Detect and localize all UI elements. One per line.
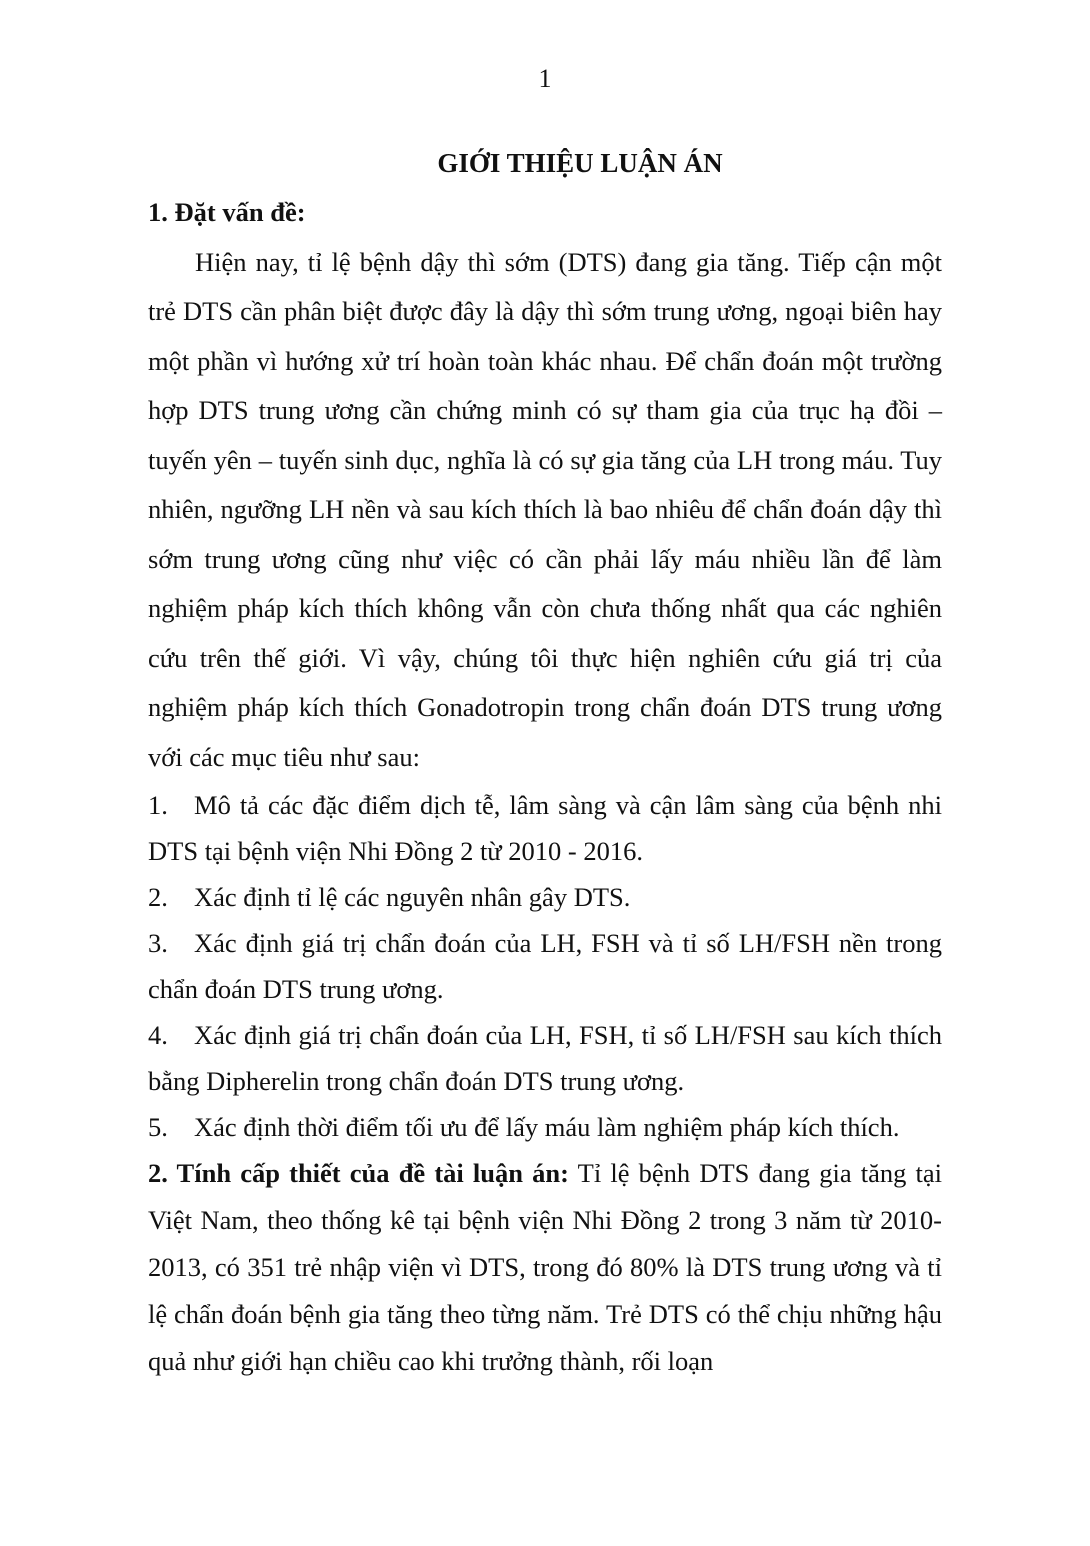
objective-item	[148, 920, 942, 1012]
document-body	[148, 188, 942, 1385]
objective-text: Xác định tỉ lệ các nguyên nhân gây DTS.	[194, 882, 631, 912]
objective-text: Xác định giá trị chẩn đoán của LH, FSH và tỉ số LH/FSH nền trong chẩn đoán DTS trung ương.	[148, 928, 942, 1004]
objective-number: 3.	[148, 928, 168, 958]
objectives-list	[148, 782, 942, 1150]
objective-text: Xác định thời điểm tối ưu để lấy máu làm nghiệm pháp kích thích.	[194, 1112, 900, 1142]
section-1-paragraph: Hiện nay, tỉ lệ bệnh dậy thì sớm (DTS) đang gia tăng. Tiếp cận một trẻ DTS cần phân biệt được đây là dậy thì sớm trung ương, ngoại biên hay một phần vì hướng xử trí hoàn toàn khác nhau. Để chẩn đoán một trường hợp DTS trung ương cần chứng minh có sự tham gia của trục hạ đồi – tuyến yên – tuyến sinh dục, nghĩa là có sự gia tăng của LH trong máu. Tuy nhiên, ngưỡng LH nền và sau kích thích là bao nhiêu để chẩn đoán dậy thì sớm trung ương cũng như việc có cần phải lấy máu nhiều lần để làm nghiệm pháp kích thích không vẫn còn chưa thống nhất qua các nghiên cứu trên thế giới. Vì vậy, chúng tôi thực hiện nghiên cứu giá trị của nghiệm pháp kích thích Gonadotropin trong chẩn đoán DTS trung ương với các mục tiêu như sau:	[148, 246, 942, 772]
section-2-paragraph	[148, 1150, 942, 1385]
objective-number: 1.	[148, 790, 168, 820]
objective-item	[148, 1104, 942, 1150]
objective-number: 4.	[148, 1020, 168, 1050]
objective-item	[148, 782, 942, 874]
objective-number: 5.	[148, 1112, 168, 1142]
objective-item	[148, 874, 942, 920]
objective-text: Mô tả các đặc điểm dịch tễ, lâm sàng và cận lâm sàng của bệnh nhi DTS tại bệnh viện Nhi Đồng 2 từ 2010 - 2016.	[148, 790, 942, 866]
objective-number: 2.	[148, 882, 168, 912]
objective-item	[148, 1012, 942, 1104]
document-title: GIỚI THIỆU LUẬN ÁN	[437, 148, 723, 178]
section-2-heading: 2. Tính cấp thiết của đề tài luận án:	[148, 1158, 569, 1188]
section-1-heading: 1. Đặt vấn đề:	[148, 197, 306, 227]
page-number: 1	[538, 64, 552, 93]
objective-text: Xác định giá trị chẩn đoán của LH, FSH, tỉ số LH/FSH sau kích thích bằng Dipherelin trong chẩn đoán DTS trung ương.	[148, 1020, 942, 1096]
section-2-text: Tỉ lệ bệnh DTS đang gia tăng tại Việt Nam, theo thống kê tại bệnh viện Nhi Đồng 2 trong 3 năm từ 2010-2013, có 351 trẻ nhập viện vì DTS, trong đó 80% là DTS trung ương và tỉ lệ chẩn đoán bệnh gia tăng theo từng năm. Trẻ DTS có thể chịu những hậu quả như giới hạn chiều cao khi trưởng thành, rối loạn	[148, 1158, 942, 1376]
